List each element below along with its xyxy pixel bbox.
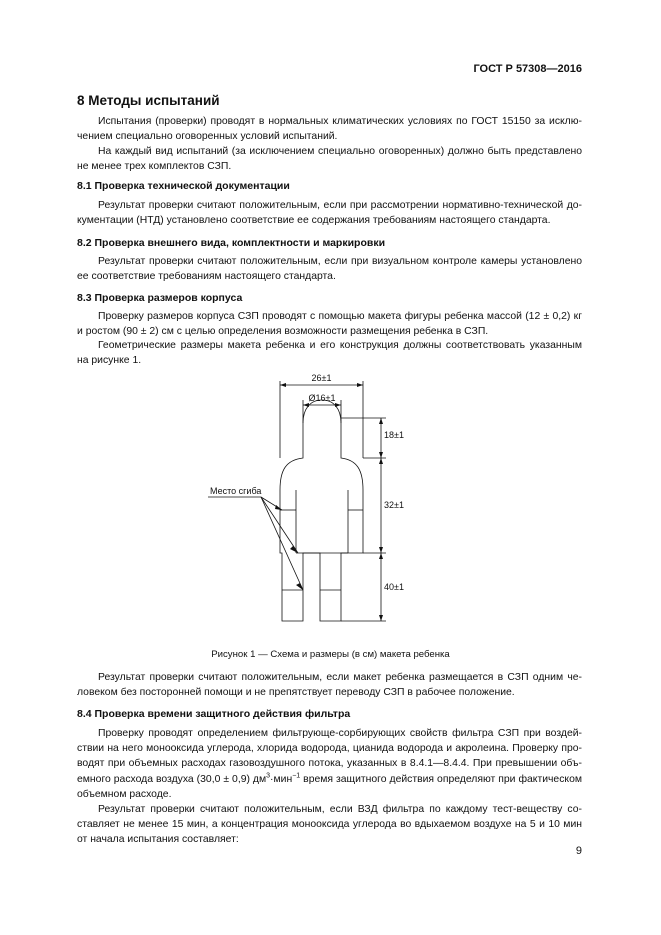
text-line: Испытания (проверки) проводят в нормальных климатических условиях по ГОСТ 15150 за исклю- — [98, 116, 582, 127]
text-line: Результат проверки считают положительным, если ВЗД фильтра по каждому тест-веществу со- — [98, 804, 582, 815]
text-line: объемном расходе. — [77, 788, 172, 800]
section-title-8-1: 8.1 Проверка технической документации — [77, 180, 290, 192]
dimension-label-torso-height: 32±1 — [384, 500, 404, 510]
text-fragment: ·мин — [270, 773, 293, 785]
section-title-8-4: 8.4 Проверка времени защитного действия фильтра — [77, 708, 351, 720]
arrowhead — [280, 383, 286, 387]
leader-line — [261, 497, 298, 553]
page-number: 9 — [575, 845, 582, 857]
text-line: Проверку проводят определением фильтрующе-сорбирующих свойств фильтра СЗП при воздей- — [98, 728, 582, 739]
text-line: не менее трех комплектов СЗП. — [77, 161, 232, 173]
superscript: −1 — [292, 772, 301, 780]
figure-caption: Рисунок 1 — Схема и размеры (в см) макета ребенка — [211, 649, 450, 660]
arrowhead — [379, 418, 383, 424]
text-fragment: время защитного действия определяют при фактическом — [300, 773, 582, 785]
text-line: водят при объемных расходах газовоздушного потока, указанных в 8.4.1—8.4.4. При превышении объ- — [77, 758, 582, 770]
text-line-flow-rate — [77, 772, 582, 787]
text-line: кументации (НТД) установлено соответствие ее содержания требованиям настоящего стандарта. — [77, 215, 551, 227]
arrowhead — [379, 547, 383, 553]
document-code: ГОСТ Р 57308—2016 — [473, 63, 582, 75]
text-line: Результат проверки считают положительным, если при визуальном контроле камеры установлено — [98, 256, 582, 267]
arrowhead — [357, 383, 363, 387]
text-line: Результат проверки считают положительным, если макет ребенка размещается в СЗП одним че- — [98, 672, 582, 683]
section-title-8: 8 Методы испытаний — [77, 93, 220, 108]
dummy-outline — [280, 400, 363, 621]
text-line: Результат проверки считают положительным, если при рассмотрении нормативно-технической до- — [98, 200, 582, 211]
dimension-label-head-height: 18±1 — [384, 430, 404, 440]
arrowhead — [296, 583, 303, 590]
text-line: ставляет не менее 15 мин, а концентрация монооксида углерода во вдыхаемом воздухе на 5 и 10 мин — [77, 819, 582, 831]
section-title-8-3: 8.3 Проверка размеров корпуса — [77, 292, 243, 304]
arrowhead — [379, 458, 383, 464]
dimension-label-width: 26±1 — [311, 373, 332, 383]
text-line: На каждый вид испытаний (за исключением специально оговоренных) должно быть представлено — [98, 146, 582, 157]
dimension-label-head: Ø16±1 — [308, 393, 336, 403]
paragraph-8-4-2 — [77, 802, 582, 848]
text-line: ловеком без посторонней помощи и не препятствует переводу СЗП в рабочее положение. — [77, 687, 515, 699]
text-line: ее соответствие требованиям настоящего стандарта. — [77, 271, 336, 283]
paragraph-8-3-3 — [77, 670, 582, 700]
arrowhead — [379, 553, 383, 559]
text-line: ствии на него монооксида углерода, хлорида водорода, цианида водорода и акролеина. Проверку про- — [77, 743, 582, 755]
text-line: Геометрические размеры макета ребенка и его конструкция должны соответствовать указанным — [98, 340, 582, 351]
text-line: на рисунке 1. — [77, 355, 142, 367]
text-line: Проверку размеров корпуса СЗП проводят с помощью макета фигуры ребенка массой (12 ± 0,2) кг — [98, 311, 582, 322]
text-line: от начала испытания составляет: — [77, 834, 239, 846]
arrowhead — [303, 403, 309, 407]
arrowhead — [379, 452, 383, 458]
superscript: 3 — [266, 772, 271, 780]
arrowhead — [379, 615, 383, 621]
dimension-label-leg-height: 40±1 — [384, 582, 404, 592]
text-line: чением специально оговоренных условий испытаний. — [77, 131, 338, 143]
text-fragment: емного расхода воздуха (30,0 ± 0,9) дм — [77, 773, 267, 785]
bend-location-label: Место сгиба — [210, 486, 262, 496]
arrowhead — [275, 505, 282, 510]
paragraph-8-4-1 — [77, 726, 582, 802]
text-line: и ростом (90 ± 2) см с целью определения возможности размещения ребенка в СЗП. — [77, 326, 489, 338]
section-title-8-2: 8.2 Проверка внешнего вида, комплектности и маркировки — [77, 237, 386, 249]
arrowhead — [335, 403, 341, 407]
